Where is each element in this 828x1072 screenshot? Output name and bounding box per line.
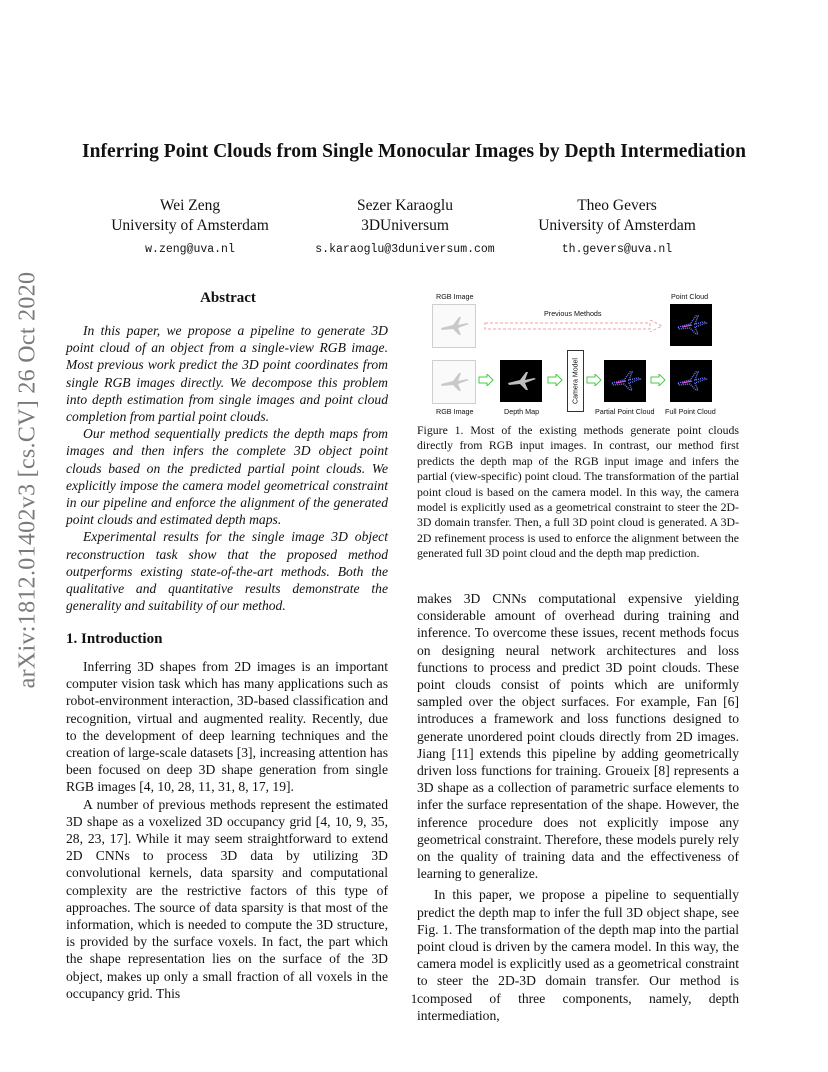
partial-point-cloud bbox=[604, 360, 646, 402]
figure-label-rgb-top: RGB Image bbox=[436, 292, 474, 301]
page-number: 1 bbox=[410, 991, 418, 1006]
point-cloud-top bbox=[670, 304, 712, 346]
figure-label-partial: Partial Point Cloud bbox=[595, 407, 655, 416]
abstract-body bbox=[66, 322, 388, 614]
author-email: w.zeng@uva.nl bbox=[145, 243, 235, 256]
intro-paragraph: Inferring 3D shapes from 2D images is an important computer vision task which has many applications such as robot-environment interaction, 3D-based classification and recognition, virtual and augmented reality. Recently, due to the development of deep learning techniques and the creation of large-scale datasets [3], increasing attention has been focused on deep 3D shape generation from single RGB images [4, 10, 28, 11, 31, 8, 17, 19]. bbox=[66, 659, 388, 795]
right-column-body bbox=[417, 590, 739, 1024]
abstract-heading: Abstract bbox=[200, 290, 256, 306]
camera-model-box: Camera Model bbox=[567, 350, 584, 412]
arrow-right-icon bbox=[478, 374, 494, 386]
body-paragraph: In this paper, we propose a pipeline to sequentially predict the depth map to infer the full 3D object shape, see Fig. 1. The transformation of the depth map into the partial point cloud is driven by the camera model. In this way, the camera model is explicitly used as a geometrical constraint to steer the 2D-3D domain transfer. Our method is composed of three components, namely, depth intermediation, bbox=[417, 887, 739, 1023]
author-name: Wei Zeng bbox=[159, 197, 221, 214]
figure-label-rgb-bottom: RGB Image bbox=[436, 407, 474, 416]
author-affiliation: 3DUniversum bbox=[361, 217, 449, 234]
airplane-icon bbox=[433, 361, 475, 403]
figure-caption: Figure 1. Most of the existing methods generate point clouds directly from RGB input images. In contrast, our method first predicts the depth map of the RGB input image and infers the partial (view-specific) point cloud. The transformation of the partial point cloud is based on the camera model. In this way, the camera model is explicitly used as a geometrical constraint to steer the 2D-3D domain transfer. Then, a full 3D point cloud is generated. A 3D-2D refinement process is used to enforce the alignment between the generated full 3D point cloud and the depth map prediction. bbox=[417, 423, 739, 561]
arrow-right-icon bbox=[586, 374, 602, 386]
figure-label-point-cloud: Point Cloud bbox=[671, 292, 709, 301]
author-name: Sezer Karaoglu bbox=[357, 197, 453, 214]
author-email: s.karaoglu@3duniversum.com bbox=[315, 243, 495, 256]
depth-map bbox=[500, 360, 542, 402]
author-affiliation: University of Amsterdam bbox=[111, 217, 269, 234]
author-2 bbox=[300, 196, 510, 260]
arrow-right-icon bbox=[547, 374, 563, 386]
abstract-paragraph: Experimental results for the single image 3D object reconstruction task show that the proposed method outperforms existing state-of-the-art methods. Both the qualitative and quantitative results demonstrate the generality and suitability of our method. bbox=[66, 529, 388, 614]
rgb-image-top bbox=[432, 304, 476, 348]
author-3 bbox=[522, 196, 712, 260]
figure-label-depth-map: Depth Map bbox=[504, 407, 540, 416]
section-heading-introduction: 1. Introduction bbox=[66, 631, 163, 647]
arxiv-stamp: arXiv:1812.01402v3 [cs.CV] 26 Oct 2020 bbox=[14, 271, 41, 689]
airplane-pointcloud-icon bbox=[604, 360, 646, 402]
previous-methods-arrow-icon bbox=[484, 320, 664, 332]
airplane-pointcloud-icon bbox=[670, 304, 712, 346]
abstract-paragraph: Our method sequentially predicts the depth maps from images and then infers the complete 3D object point clouds based on the predicted partial point clouds. We explicitly impose the camera model geometrical constraint in our pipeline and enforce the alignment of the generated point clouds and estimated depth maps. bbox=[66, 426, 388, 528]
author-affiliation: University of Amsterdam bbox=[538, 217, 696, 234]
arrow-right-icon bbox=[650, 374, 666, 386]
author-name: Theo Gevers bbox=[577, 197, 657, 214]
author-1 bbox=[95, 196, 285, 260]
rgb-image-bottom bbox=[432, 360, 476, 404]
airplane-depth-icon bbox=[500, 360, 542, 402]
figure-label-previous-methods: Previous Methods bbox=[544, 309, 602, 318]
figure-1 bbox=[414, 288, 744, 418]
author-email: th.gevers@uva.nl bbox=[561, 243, 673, 256]
airplane-icon bbox=[433, 305, 475, 347]
body-paragraph: makes 3D CNNs computational expensive yielding considerable amount of overhead during training and inference. To overcome these issues, recent methods focus on designing neural network architectures and loss functions to process and predict 3D point clouds. These point clouds consist of points which are uniformly sampled over the object surfaces. For example, Fan [6] introduces a framework and loss functions designed to generate unordered point clouds directly from 2D images. Jiang [11] extends this pipeline by adding geometrically driven loss functions for training. Groueix [8] represents a 3D shape as a collection of parametric surface elements to infer the surface representation of the shape. However, the inference procedure does not explicitly impose any geometrical constraint. Therefore, these models purely rely on the quality of training data and the effectiveness of learning to generalize. bbox=[417, 591, 739, 882]
abstract-paragraph: In this paper, we propose a pipeline to generate 3D point cloud of an object from a single-view RGB image. Most previous work predict the 3D point coordinates from single RGB images directly. We decompose this problem into depth estimation from single images and point cloud completion from partial point clouds. bbox=[66, 323, 388, 425]
intro-paragraph: A number of previous methods represent the estimated 3D shape as a voxelized 3D occupancy grid [4, 10, 9, 35, 28, 23, 17]. While it may seem straightforward to extend 2D CNNs to process 3D data by utilizing 3D convolutional kernels, data sparsity and computational complexity are the restrictive factors of this type of approaches. The source of data sparsity is that most of the information, which is needed to compute the 3D structure, is provided by the surface voxels. In fact, the part which the shape representation lies on the surface of the 3D object, makes up only a small fraction of all voxels in the occupancy grid. This bbox=[66, 796, 388, 1001]
airplane-pointcloud-icon bbox=[670, 360, 712, 402]
paper-title: Inferring Point Clouds from Single Monocular Images by Depth Intermediation bbox=[82, 141, 746, 162]
figure-label-full: Full Point Cloud bbox=[665, 407, 716, 416]
full-point-cloud bbox=[670, 360, 712, 402]
intro-body bbox=[66, 658, 388, 1002]
